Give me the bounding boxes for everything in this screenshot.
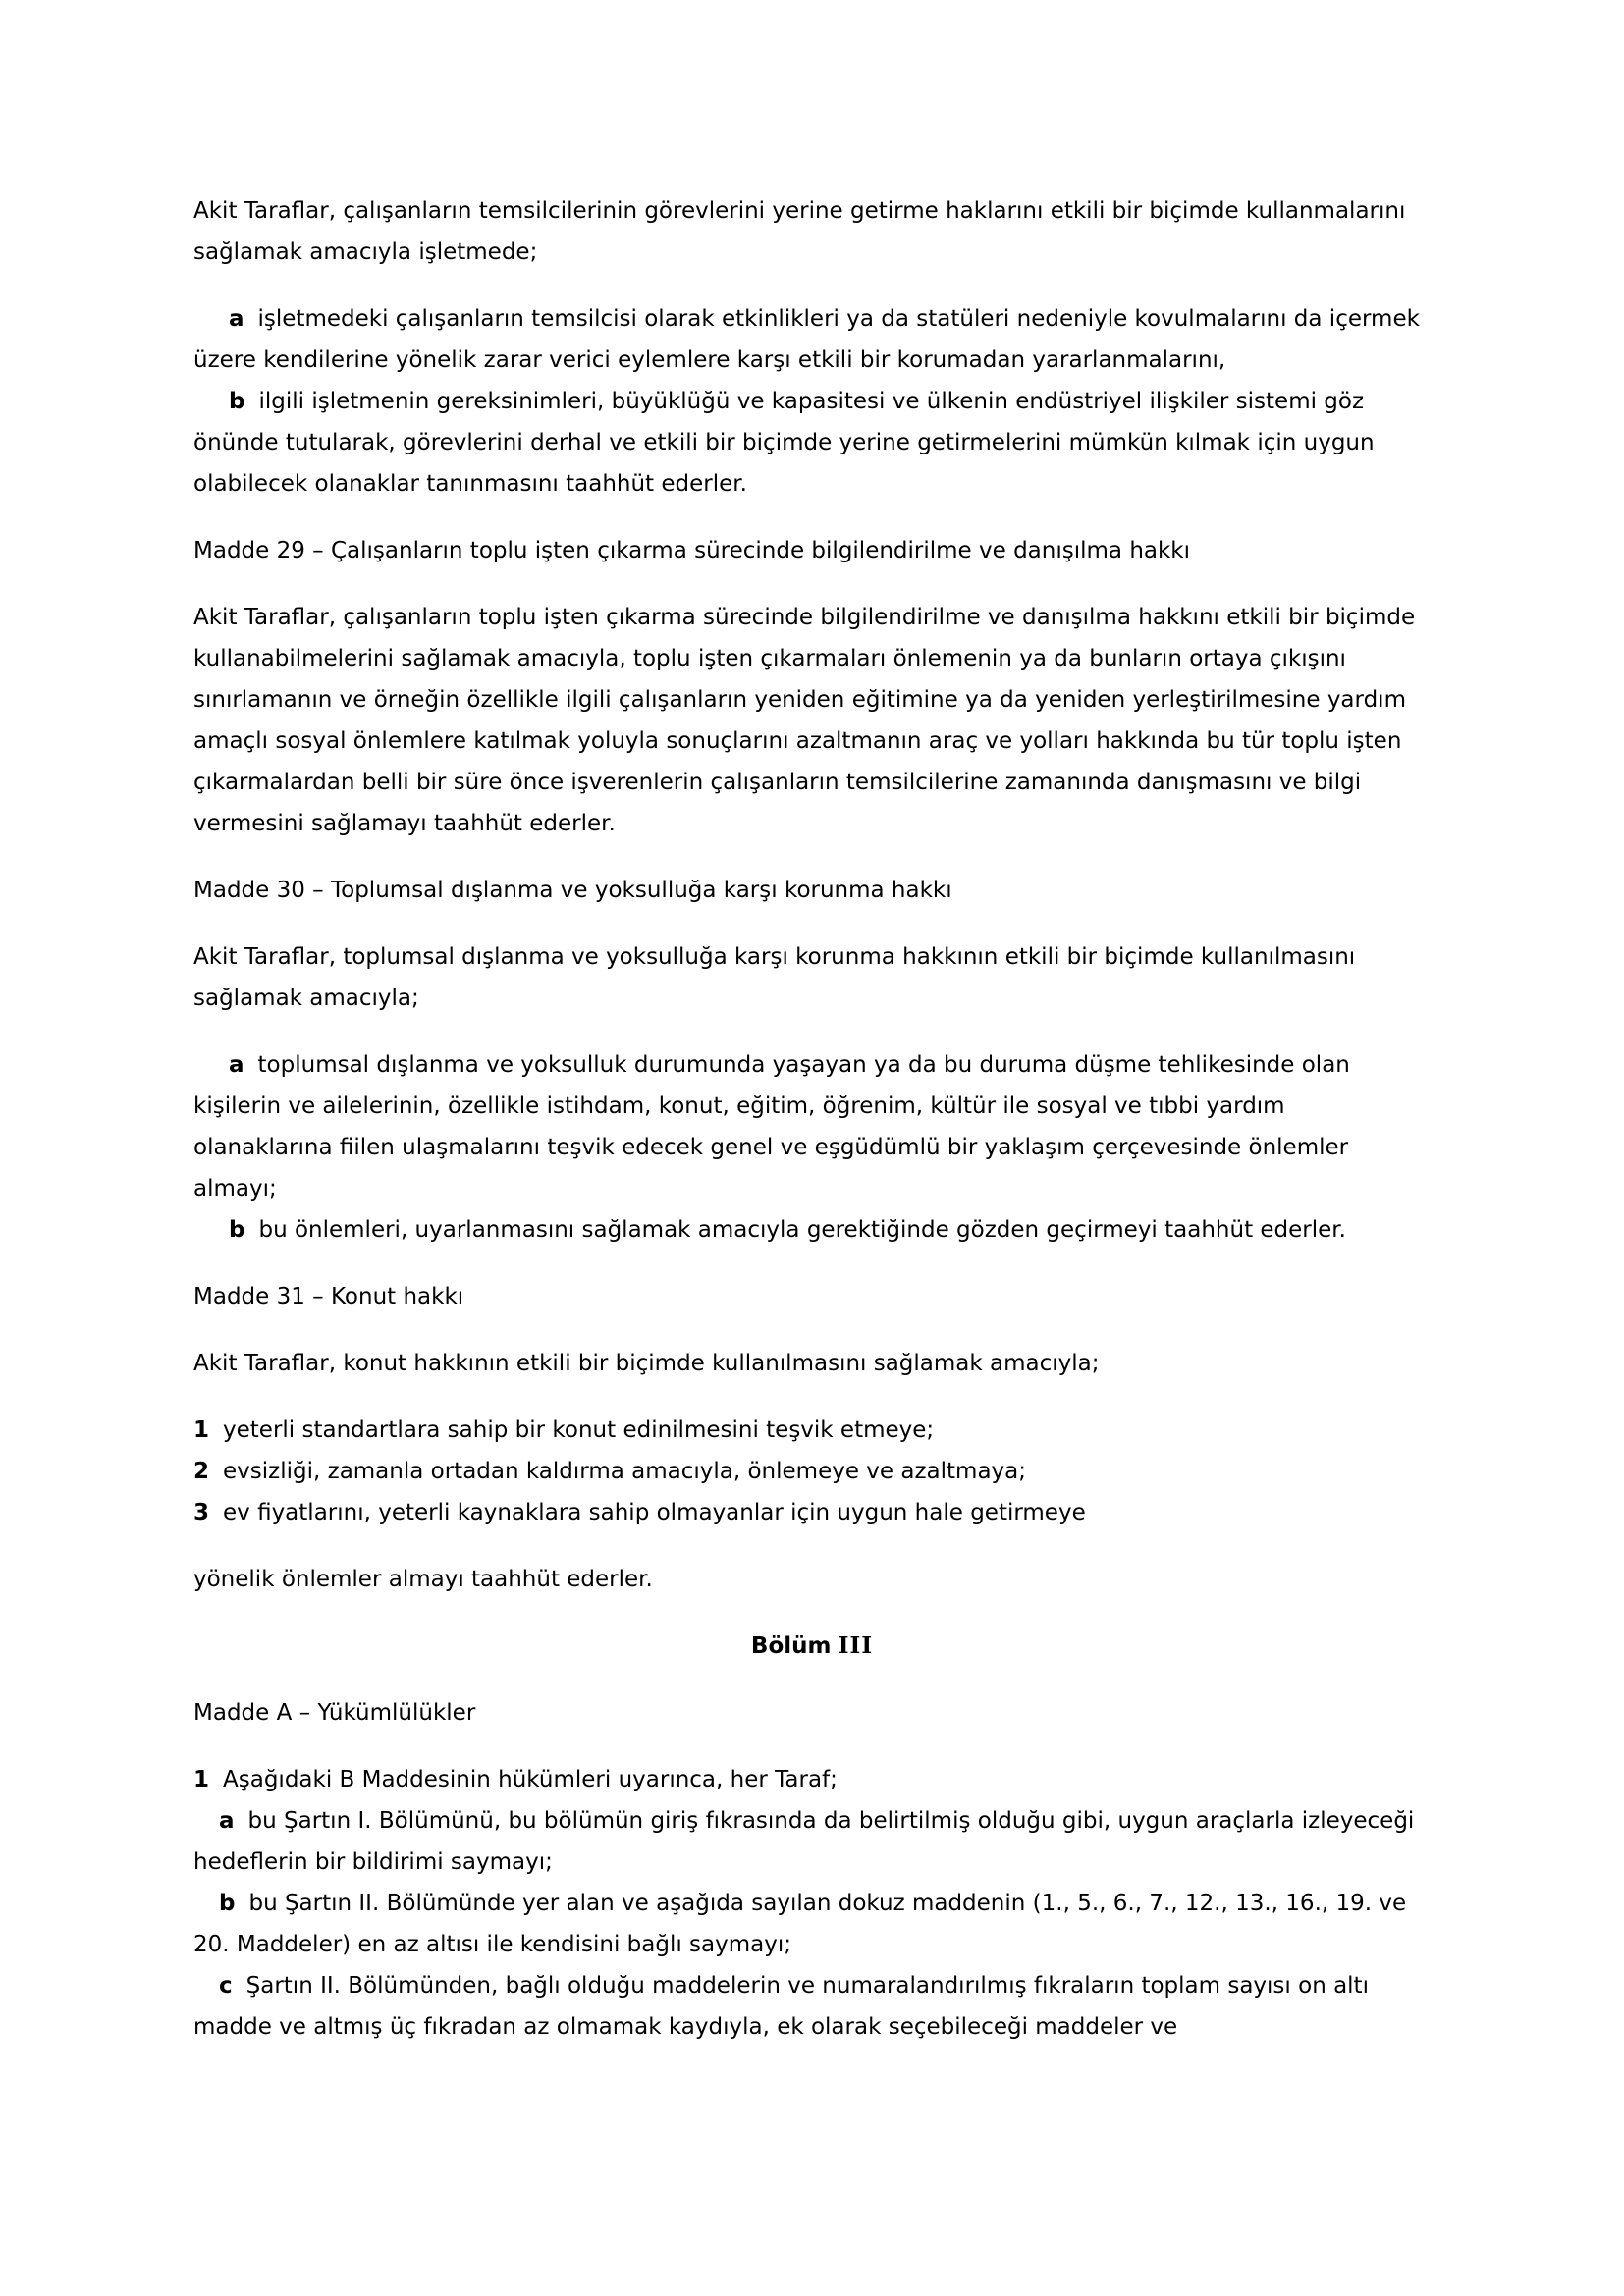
item-marker: 3: [193, 1500, 210, 1525]
item-text: Aşağıdaki B Maddesinin hükümleri uyarınca, her Taraf;: [223, 1767, 838, 1792]
article-31-item-2: [193, 1451, 1431, 1492]
article-30-body: Akit Taraflar, toplumsal dışlanma ve yoksulluğa karşı korunma hakkının etkili bir biçimde kullanılmasını sağlamak amacıyla;: [193, 944, 1356, 1011]
item-text: yeterli standartlara sahip bir konut edinilmesini teşvik etmeye;: [223, 1417, 935, 1443]
part-label: Bölüm: [750, 1633, 832, 1659]
article-a-heading: Madde A – Yükümlülükler: [193, 1700, 476, 1726]
article-a-item-c: [193, 1965, 1431, 2048]
part-numeral: III: [838, 1632, 874, 1659]
item-text: bu önlemleri, uyarlanmasını sağlamak amacıyla gerektiğinde gözden geçirmeyi taahhüt ederler.: [258, 1217, 1346, 1243]
continued-article-item-b: [193, 381, 1431, 505]
continued-article-intro: Akit Taraflar, çalışanların temsilcilerinin görevlerini yerine getirme haklarını etkili bir biçimde kullanmalarını sağlamak amacıyla işletmede;: [193, 198, 1406, 265]
article-31-item-1: [193, 1410, 1431, 1451]
article-29-body: Akit Taraflar, çalışanların toplu işten çıkarma sürecinde bilgilendirilme ve danışılma hakkını etkili bir biçimde kullanabilmelerini sağlamak amacıyla, toplu işten çıkarmaları önlemenin ya da bunların ortaya çıkışını sınırlamanın ve örneğin özellikle ilgili çalışanların yeniden eğitimine ya da yeniden yerleştirilmesine yardım amaçlı sosyal önlemlere katılmak yoluyla sonuçlarını azaltmanın araç ve yolları hakkında bu tür toplu işten çıkarmalardan belli bir süre önce işverenlerin çalışanların temsilcilerine zamanında danışmasını ve bilgi vermesini sağlamayı taahhüt ederler.: [193, 605, 1416, 836]
item-marker: 2: [193, 1459, 210, 1484]
article-29-heading: Madde 29 – Çalışanların toplu işten çıkarma sürecinde bilgilendirilme ve danışılma hakkı: [193, 538, 1191, 563]
article-a-item-a: [193, 1800, 1431, 1883]
part-iii-heading: [193, 1626, 1431, 1667]
item-marker: b: [229, 389, 245, 414]
item-marker: c: [219, 1973, 233, 1999]
item-marker: a: [229, 306, 244, 332]
item-marker: 1: [193, 1767, 210, 1792]
item-text: ev fiyatlarını, yeterli kaynaklara sahip olmayanlar için uygun hale getirmeye: [223, 1500, 1086, 1525]
item-text: işletmedeki çalışanların temsilcisi olarak etkinlikleri ya da statüleri nedeniyle kovulmalarını da içermek üzere kendilerine yönelik zarar verici eylemlere karşı etkili bir korumadan yararlanmalarını,: [193, 306, 1420, 373]
article-31-closing: yönelik önlemler almayı taahhüt ederler.: [193, 1567, 653, 1592]
item-marker: b: [219, 1891, 236, 1916]
item-text: toplumsal dışlanma ve yoksulluk durumunda yaşayan ya da bu duruma düşme tehlikesinde olan kişilerin ve ailelerinin, özellikle istihdam, konut, eğitim, öğrenim, kültür ile sosyal ve tıbbi yardım olanaklarına fiilen ulaşmalarını teşvik edecek genel ve eşgüdümlü bir yaklaşım çerçevesinde önlemler almayı;: [193, 1052, 1350, 1201]
item-marker: a: [229, 1052, 244, 1078]
item-text: Şartın II. Bölümünden, bağlı olduğu maddelerin ve numaralandırılmış fıkraların toplam sayısı on altı madde ve altmış üç fıkradan az olmamak kaydıyla, ek olarak seçebileceği maddeler ve: [193, 1973, 1369, 2040]
item-text: evsizliği, zamanla ortadan kaldırma amacıyla, önlemeye ve azaltmaya;: [223, 1459, 1026, 1484]
article-30-item-b: [193, 1209, 1431, 1251]
article-31-heading: Madde 31 – Konut hakkı: [193, 1284, 464, 1309]
item-text: ilgili işletmenin gereksinimleri, büyüklüğü ve kapasitesi ve ülkenin endüstriyel ilişkiler sistemi göz önünde tutularak, görevlerini derhal ve etkili bir biçimde yerine getirmelerini mümkün kılmak için uygun olabilecek olanaklar tanınmasını taahhüt ederler.: [193, 389, 1375, 497]
item-text: bu Şartın I. Bölümünü, bu bölümün giriş fıkrasında da belirtilmiş olduğu gibi, uygun araçlarla izleyeceği hedeflerin bir bildirimi saymayı;: [193, 1808, 1415, 1875]
item-marker: b: [229, 1217, 245, 1243]
article-31-body: Akit Taraflar, konut hakkının etkili bir biçimde kullanılmasını sağlamak amacıyla;: [193, 1351, 1100, 1376]
item-marker: a: [219, 1808, 235, 1834]
article-31-item-3: [193, 1492, 1431, 1533]
article-30-item-a: [193, 1044, 1431, 1209]
article-a-item-b: [193, 1883, 1431, 1965]
article-30-heading: Madde 30 – Toplumsal dışlanma ve yoksulluğa karşı korunma hakkı: [193, 878, 952, 903]
continued-article-item-a: [193, 298, 1431, 381]
item-marker: 1: [193, 1417, 210, 1443]
article-a-clause-1: [193, 1759, 1431, 1800]
item-text: bu Şartın II. Bölümünde yer alan ve aşağıda sayılan dokuz maddenin (1., 5., 6., 7., 12., 13., 16., 19. ve 20. Maddeler) en az altısı ile kendisini bağlı saymayı;: [193, 1891, 1407, 1957]
